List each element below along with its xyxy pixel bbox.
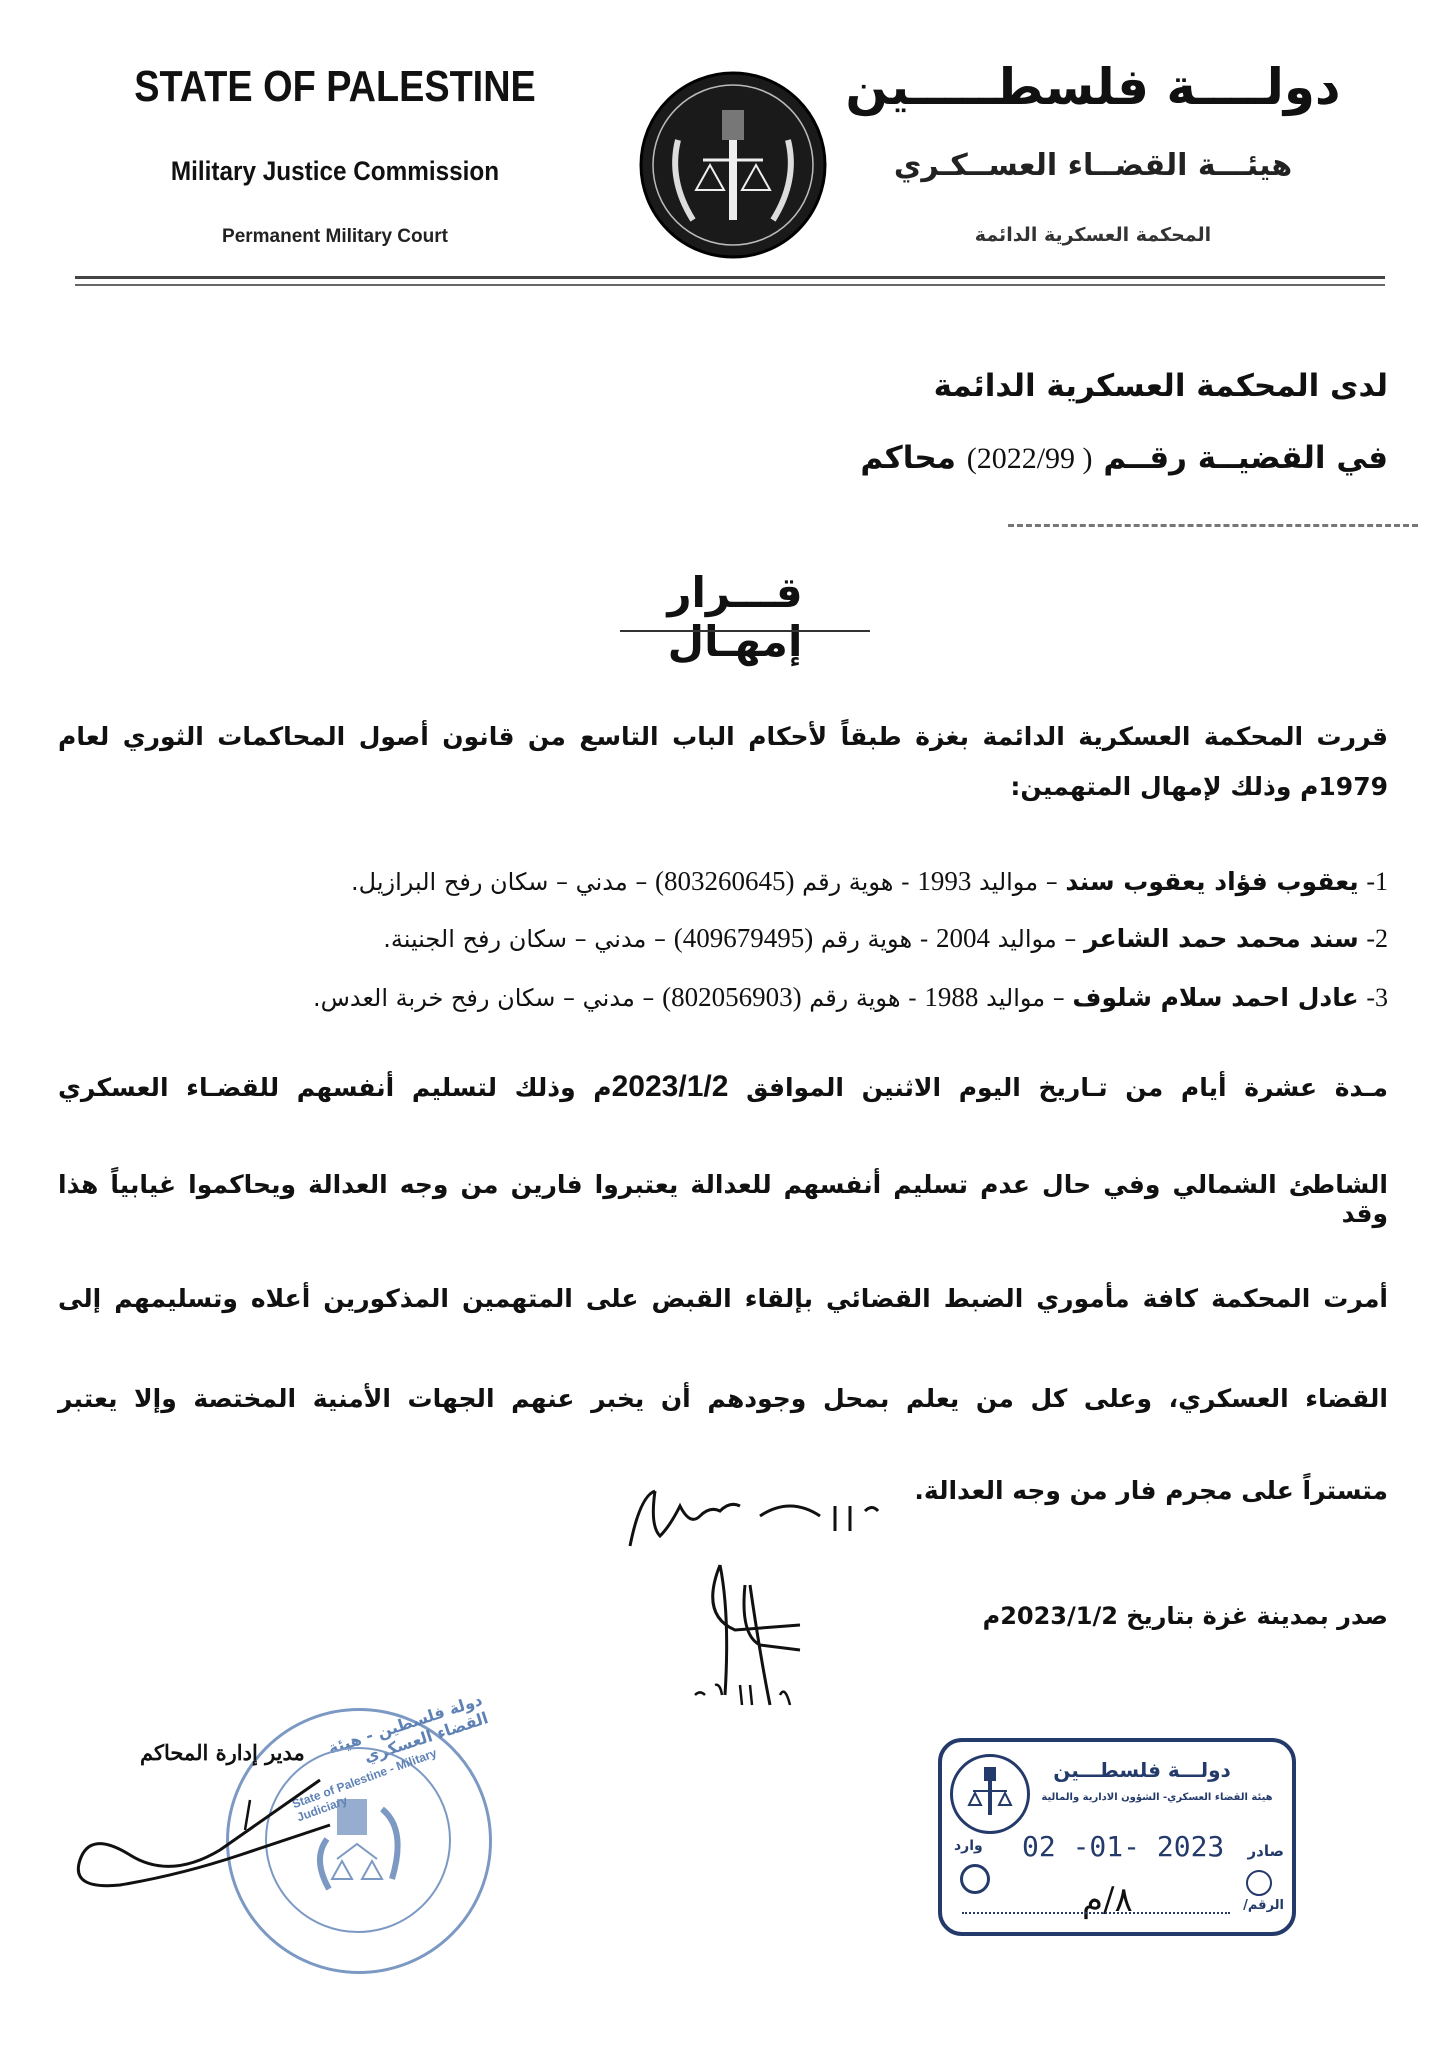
stamp-number-value: ٨/م xyxy=(1082,1880,1133,1920)
stamp-emblem-icon xyxy=(950,1754,1030,1834)
id-label: - هوية رقم xyxy=(809,984,917,1012)
birth-year: 1988 xyxy=(924,982,979,1012)
english-court-name: Permanent Military Court xyxy=(222,226,448,247)
stamp-number-dots xyxy=(962,1912,1230,1914)
body-line-4: القضاء العسكري، وعلى كل من يعلم بمحل وجودهم أن يخبر عنهم الجهات الأمنية المختصة وإلا يعتبر xyxy=(58,1384,1388,1413)
accused-name: سند محمد حمد الشاعر xyxy=(1084,924,1359,953)
stamp-outgoing-circle-icon xyxy=(1246,1870,1272,1896)
stamp-subtitle: هيئة القضاء العسكري- الشؤون الادارية والمالية xyxy=(1041,1792,1273,1803)
body-line-2: الشاطئ الشمالي وفي حال عدم تسليم أنفسهم للعدالة يعتبروا فارين من وجه العدالة ويحاكموا غيابياً هذا وقد xyxy=(58,1170,1388,1228)
arabic-court-name: المحكمة العسكرية الدائمة xyxy=(974,224,1212,246)
header-divider-top xyxy=(75,276,1385,279)
body-line-3: أمرت المحكمة كافة مأموري الضبط القضائي بإلقاء القبض على المتهمين المذكورين أعلاه وتسليمهم إلى xyxy=(58,1284,1388,1313)
english-commission-name: Military Justice Commission xyxy=(170,156,500,186)
body-line-1 xyxy=(58,1070,1388,1104)
stamp-incoming-label: وارد xyxy=(954,1838,983,1854)
dashed-separator xyxy=(1008,524,1418,527)
case-line xyxy=(860,440,1388,476)
stamp-incoming-checked-icon xyxy=(960,1864,990,1894)
birth-label: – مواليد xyxy=(986,984,1065,1012)
body-line-1-end: م وذلك لتسليم أنفسهم للقضـاء العسكري xyxy=(58,1073,612,1102)
handwritten-note-signature-icon xyxy=(610,1476,910,1556)
stamp-date: 02 -01- 2023 xyxy=(1022,1830,1225,1863)
intro-line-2: 1979م وذلك لإمهال المتهمين: xyxy=(1010,772,1388,801)
stamp-outgoing-label: صادر xyxy=(1247,1842,1284,1860)
id-label: - هوية رقم xyxy=(802,868,910,896)
accused-name: يعقوب فؤاد يعقوب سند xyxy=(1065,867,1359,896)
english-state-title: STATE OF PALESTINE xyxy=(134,62,536,111)
stamp-title: دولـــة فلسطـــين xyxy=(1053,1758,1231,1782)
birth-label: – مواليد xyxy=(997,925,1077,953)
round-stamp-english-text: State of Palestine - Military Judiciary xyxy=(290,1745,439,1825)
accused-item xyxy=(108,923,1388,954)
birth-label: – مواليد xyxy=(978,868,1058,896)
id-number: (409679495) xyxy=(673,923,814,953)
accused-item xyxy=(108,982,1388,1013)
birth-year: 1993 xyxy=(917,866,972,896)
accused-details: – مدني – سكان رفح خربة العدس. xyxy=(312,984,655,1012)
body-date: 2023/1/2 xyxy=(611,1070,729,1103)
body-line-5: متستراً على مجرم فار من وجه العدالة. xyxy=(914,1476,1388,1505)
case-prefix: في القضيــة رقــم xyxy=(1103,440,1388,476)
manager-signature-icon xyxy=(70,1760,430,1940)
round-stamp-arabic-text: دولة فلسطين - هيئة القضاء العسكري xyxy=(325,1690,491,1767)
id-number: (803260645) xyxy=(655,866,795,896)
incoming-stamp xyxy=(938,1738,1296,1936)
military-justice-emblem-icon xyxy=(638,70,828,260)
decision-title-underline xyxy=(620,630,870,632)
birth-year: 2004 xyxy=(936,923,991,953)
courts-manager-label: مدير إدارة المحاكم xyxy=(140,1740,305,1765)
arabic-state-title: دولــــة فلسطـــــين xyxy=(845,58,1341,116)
accused-index: 1- xyxy=(1366,867,1388,896)
accused-name: عادل احمد سلام شلوف xyxy=(1072,983,1359,1012)
judge-signature-icon xyxy=(690,1555,840,1715)
decision-title: قـــرار إمهـال xyxy=(667,568,803,666)
stamp-number-label: الرقم/ xyxy=(1243,1898,1284,1913)
issued-place-date: صدر بمدينة غزة بتاريخ 2023/1/2م xyxy=(982,1602,1388,1630)
arabic-commission-name: هيئـــة القضــاء العســكـري xyxy=(893,148,1293,183)
intro-line-1: قررت المحكمة العسكرية الدائمة بغزة طبقاً لأحكام الباب التاسع من قانون أصول المحاكمات الثوري لعام xyxy=(58,722,1388,751)
accused-item xyxy=(108,866,1388,897)
case-number: ( 2022/99) xyxy=(966,442,1093,475)
id-label: - هوية رقم xyxy=(820,925,929,953)
accused-index: 2- xyxy=(1366,924,1388,953)
accused-details: – مدني – سكان رفح الجنينة. xyxy=(383,925,667,953)
case-suffix: محاكم xyxy=(860,440,956,476)
accused-index: 3- xyxy=(1366,983,1388,1012)
header-divider-bottom xyxy=(75,284,1385,286)
court-line: لدى المحكمة العسكرية الدائمة xyxy=(933,368,1388,404)
accused-details: – مدني – سكان رفح البرازيل. xyxy=(351,868,648,896)
body-line-1-start: مـدة عشرة أيام من تـاريخ اليوم الاثنين الموافق xyxy=(746,1073,1388,1102)
id-number: (802056903) xyxy=(662,982,802,1012)
